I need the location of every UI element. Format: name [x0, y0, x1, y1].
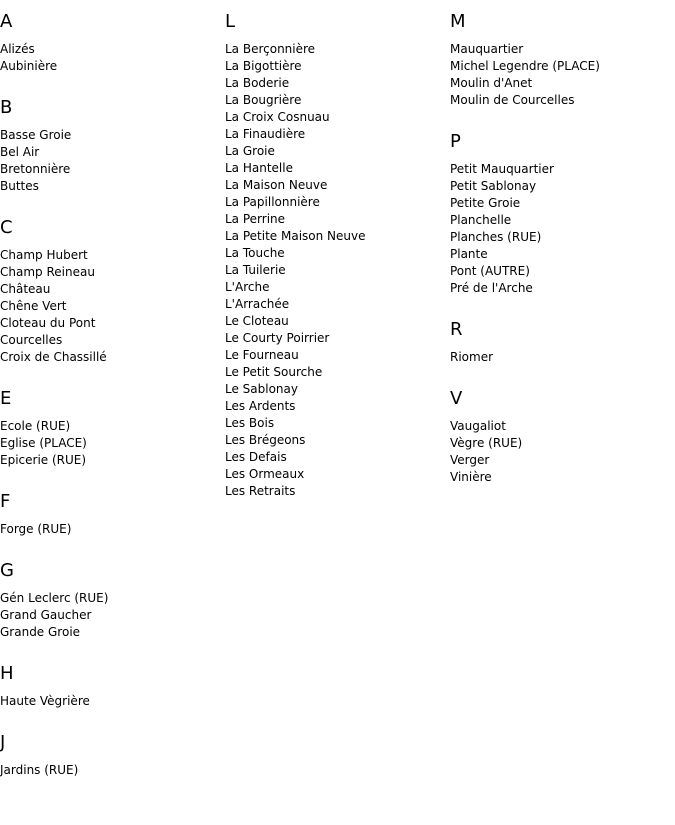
- place-link[interactable]: La Bougrière: [225, 93, 302, 107]
- letter-heading: F: [0, 491, 11, 512]
- place-link[interactable]: Verger: [450, 453, 490, 467]
- letter-heading: E: [0, 388, 12, 409]
- place-link[interactable]: Pont (AUTRE): [450, 264, 530, 278]
- place-list: [0, 418, 220, 469]
- letter-heading: M: [450, 11, 466, 32]
- letter-group: [450, 120, 675, 297]
- letter-heading: J: [0, 732, 6, 753]
- place-link[interactable]: Gén Leclerc (RUE): [0, 591, 109, 605]
- place-link[interactable]: Bretonnière: [0, 162, 71, 176]
- place-link[interactable]: Les Brégeons: [225, 433, 306, 447]
- place-link[interactable]: L'Arrachée: [225, 297, 290, 311]
- letter-group: [0, 377, 220, 469]
- letter-group: [0, 86, 220, 195]
- letter-heading: P: [450, 131, 461, 152]
- place-link[interactable]: Epicerie (RUE): [0, 453, 87, 467]
- place-list: [0, 247, 220, 366]
- letter-heading: B: [0, 97, 13, 118]
- place-list: [0, 127, 220, 195]
- place-link[interactable]: Forge (RUE): [0, 522, 72, 536]
- place-link[interactable]: Courcelles: [0, 333, 63, 347]
- place-link[interactable]: La Berçonnière: [225, 42, 316, 56]
- place-link[interactable]: Grand Gaucher: [0, 608, 92, 622]
- letter-heading: A: [0, 11, 13, 32]
- place-link[interactable]: Planches (RUE): [450, 230, 542, 244]
- place-link[interactable]: Basse Groie: [0, 128, 72, 142]
- place-list: [450, 349, 675, 366]
- place-link[interactable]: La Perrine: [225, 212, 286, 226]
- place-link[interactable]: La Petite Maison Neuve: [225, 229, 366, 243]
- place-list: [0, 762, 220, 779]
- place-link[interactable]: La Papillonnière: [225, 195, 320, 209]
- letter-heading: L: [225, 11, 236, 32]
- letter-heading: G: [0, 560, 14, 581]
- place-list: [0, 590, 220, 641]
- place-link[interactable]: Mauquartier: [450, 42, 524, 56]
- place-link[interactable]: Cloteau du Pont: [0, 316, 96, 330]
- letter-heading: C: [0, 217, 13, 238]
- letter-group: [450, 377, 675, 486]
- place-link[interactable]: Les Retraits: [225, 484, 296, 498]
- place-link[interactable]: Le Sablonay: [225, 382, 298, 396]
- place-link[interactable]: Eglise (PLACE): [0, 436, 87, 450]
- place-list: [450, 161, 675, 297]
- place-link[interactable]: La Finaudière: [225, 127, 306, 141]
- place-link[interactable]: Le Cloteau: [225, 314, 289, 328]
- letter-group: [0, 721, 220, 779]
- letter-heading: V: [450, 388, 463, 409]
- place-link[interactable]: Champ Reineau: [0, 265, 95, 279]
- place-link[interactable]: Le Courty Poirrier: [225, 331, 330, 345]
- place-list: [0, 521, 220, 538]
- letter-heading: H: [0, 663, 14, 684]
- place-link[interactable]: Les Ormeaux: [225, 467, 305, 481]
- place-link[interactable]: La Croix Cosnuau: [225, 110, 330, 124]
- letter-group: [450, 308, 675, 366]
- place-link[interactable]: Michel Legendre (PLACE): [450, 59, 600, 73]
- place-link[interactable]: Jardins (RUE): [0, 763, 79, 777]
- place-link[interactable]: La Groie: [225, 144, 275, 158]
- place-link[interactable]: La Tuilerie: [225, 263, 286, 277]
- place-link[interactable]: La Maison Neuve: [225, 178, 328, 192]
- place-link[interactable]: La Boderie: [225, 76, 290, 90]
- place-link[interactable]: Riomer: [450, 350, 494, 364]
- place-link[interactable]: Vinière: [450, 470, 492, 484]
- letter-group: [0, 480, 220, 538]
- place-link[interactable]: La Hantelle: [225, 161, 293, 175]
- place-link[interactable]: La Bigottière: [225, 59, 302, 73]
- column-3: [450, 0, 675, 497]
- place-link[interactable]: Alizés: [0, 42, 35, 56]
- place-list: [450, 41, 675, 109]
- letter-group: [0, 549, 220, 641]
- place-link[interactable]: Vaugaliot: [450, 419, 506, 433]
- place-link[interactable]: Haute Vègrière: [0, 694, 90, 708]
- place-link[interactable]: Vègre (RUE): [450, 436, 523, 450]
- place-list: [225, 41, 445, 500]
- letter-group: [0, 0, 220, 75]
- place-list: [0, 41, 220, 75]
- place-link[interactable]: Ecole (RUE): [0, 419, 71, 433]
- place-list: [0, 693, 220, 710]
- place-link[interactable]: Petit Sablonay: [450, 179, 537, 193]
- place-link[interactable]: Les Defais: [225, 450, 287, 464]
- place-link[interactable]: Bel Air: [0, 145, 40, 159]
- letter-group: [450, 0, 675, 109]
- column-2: [225, 0, 445, 511]
- place-link[interactable]: Champ Hubert: [0, 248, 88, 262]
- place-link[interactable]: Le Fourneau: [225, 348, 299, 362]
- place-link[interactable]: Château: [0, 282, 51, 296]
- place-link[interactable]: Pré de l'Arche: [450, 281, 533, 295]
- place-link[interactable]: Les Ardents: [225, 399, 296, 413]
- place-link[interactable]: Plante: [450, 247, 488, 261]
- place-link[interactable]: Moulin d'Anet: [450, 76, 533, 90]
- place-list: [450, 418, 675, 486]
- place-link[interactable]: Petit Mauquartier: [450, 162, 554, 176]
- place-link[interactable]: Aubinière: [0, 59, 58, 73]
- letter-group: [0, 652, 220, 710]
- place-link[interactable]: Moulin de Courcelles: [450, 93, 575, 107]
- place-link[interactable]: Les Bois: [225, 416, 275, 430]
- letter-group: [225, 0, 445, 500]
- place-link[interactable]: Chêne Vert: [0, 299, 67, 313]
- place-link[interactable]: L'Arche: [225, 280, 270, 294]
- letter-heading: R: [450, 319, 463, 340]
- place-link[interactable]: Grande Groie: [0, 625, 81, 639]
- place-link[interactable]: Buttes: [0, 179, 39, 193]
- place-link[interactable]: Le Petit Sourche: [225, 365, 323, 379]
- place-link[interactable]: Planchelle: [450, 213, 512, 227]
- place-link[interactable]: La Touche: [225, 246, 285, 260]
- place-link[interactable]: Petite Groie: [450, 196, 521, 210]
- column-1: [0, 0, 220, 790]
- letter-group: [0, 206, 220, 366]
- place-link[interactable]: Croix de Chassillé: [0, 350, 107, 364]
